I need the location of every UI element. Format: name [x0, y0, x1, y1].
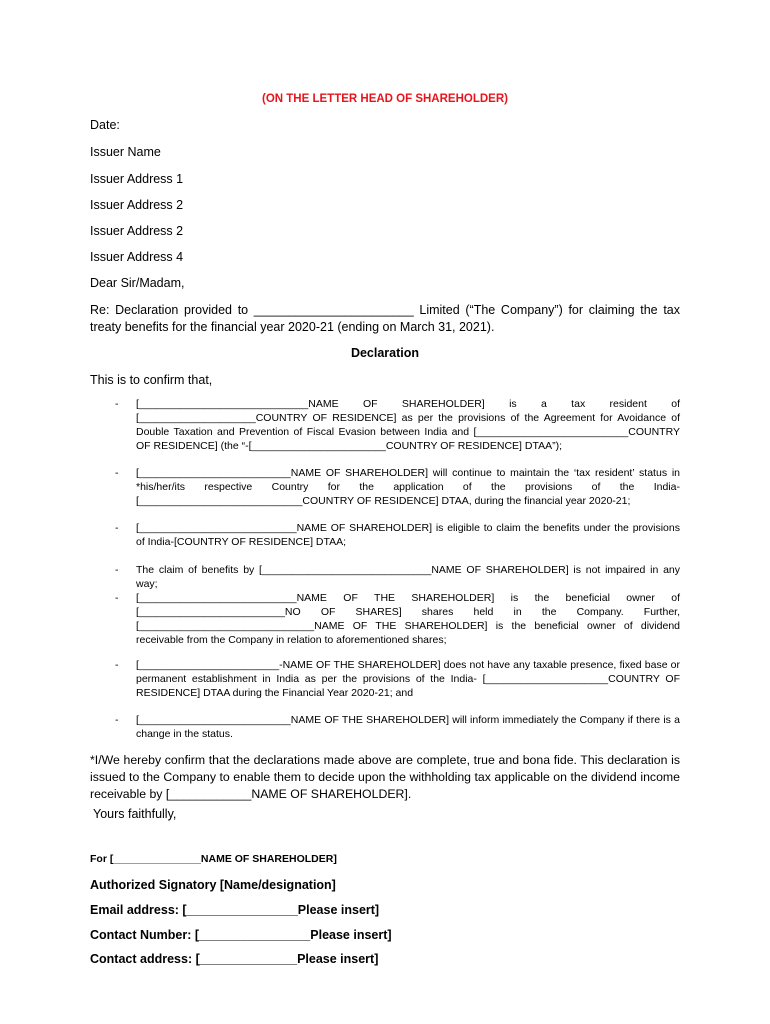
- declaration-item-text: [___________________________NAME OF SHAREHOLDER] is eligible to claim the benefits under the provisions of India-[COUNTRY OF RESIDENCE] DTAA;: [136, 522, 680, 548]
- list-dash: -: [115, 522, 119, 534]
- letterhead-notice: (ON THE LETTER HEAD OF SHAREHOLDER): [262, 93, 508, 105]
- contact-address-field: Contact address: [______________Please insert]: [90, 952, 379, 966]
- list-dash: -: [115, 659, 119, 671]
- contact-number-field: Contact Number: [________________Please insert]: [90, 928, 392, 942]
- issuer-address-1: Issuer Address 1: [90, 172, 184, 186]
- declaration-intro: This is to confirm that,: [90, 373, 213, 387]
- issuer-address-4: Issuer Address 4: [90, 250, 184, 264]
- list-dash: -: [115, 467, 119, 479]
- closing-yours: Yours faithfully,: [93, 807, 177, 821]
- declaration-item-text: [___________________________NAME OF THE SHAREHOLDER] is the beneficial owner of [_________________________NO OF SHARES] shares held in the Company. Further, [______________________________NAME OF THE SHAREHOLDER] is the beneficial owner of dividend receivable from the Company in relation to aforementioned shares;: [136, 592, 680, 646]
- declaration-item-text: [__________________________NAME OF SHAREHOLDER] will continue to maintain the ‘tax resident’ status in *his/her/its respective Country for the application of the provisions of the India-[____________________________COUNTRY OF RESIDENCE] DTAA, during the financial year 2020-21;: [136, 467, 680, 507]
- date-line: Date:: [90, 118, 120, 132]
- list-dash: -: [115, 398, 119, 410]
- list-dash: -: [115, 592, 119, 604]
- subject-line: Re: Declaration provided to _______________________ Limited (“The Company”) for claiming the tax treaty benefits for the financial year 2020-21 (ending on March 31, 2021).: [90, 303, 680, 334]
- for-shareholder: For [_______________NAME OF SHAREHOLDER]: [90, 853, 337, 865]
- issuer-address-2: Issuer Address 2: [90, 198, 184, 212]
- declaration-item-text: [_____________________________NAME OF SHAREHOLDER] is a tax resident of [____________________COUNTRY OF RESIDENCE] as per the provisions of the Agreement for Avoidance of Double Taxation and Prevention of Fiscal Evasion between India and [__________________________COUNTRY OF RESIDENCE] (the “-[_______________________COUNTRY OF RESIDENCE] DTAA”);: [136, 398, 680, 452]
- declaration-item-text: [________________________-NAME OF THE SHAREHOLDER] does not have any taxable presence, fixed base or permanent establishment in India as per the provisions of the India- [_____________________COUNTRY OF RESIDENCE] DTAA during the Financial Year 2020-21; and: [136, 659, 680, 699]
- declaration-title: Declaration: [350, 346, 420, 360]
- declaration-item-text: The claim of benefits by [_____________________________NAME OF SHAREHOLDER] is not impaired in any way;: [136, 564, 680, 590]
- list-dash: -: [115, 714, 119, 726]
- authorized-signatory: Authorized Signatory [Name/designation]: [90, 878, 336, 892]
- confirmation-paragraph: *I/We hereby confirm that the declarations made above are complete, true and bona fide. This declaration is issued to the Company to enable them to decide upon the withholding tax applicable on the dividend income receivable by [____________NAME OF SHAREHOLDER].: [90, 753, 680, 801]
- salutation: Dear Sir/Madam,: [90, 276, 185, 290]
- issuer-address-3: Issuer Address 2: [90, 224, 184, 238]
- declaration-item-text: [__________________________NAME OF THE SHAREHOLDER] will inform immediately the Company if there is a change in the status.: [136, 714, 680, 740]
- issuer-name: Issuer Name: [90, 145, 161, 159]
- list-dash: -: [115, 564, 119, 576]
- email-address-field: Email address: [________________Please insert]: [90, 903, 380, 917]
